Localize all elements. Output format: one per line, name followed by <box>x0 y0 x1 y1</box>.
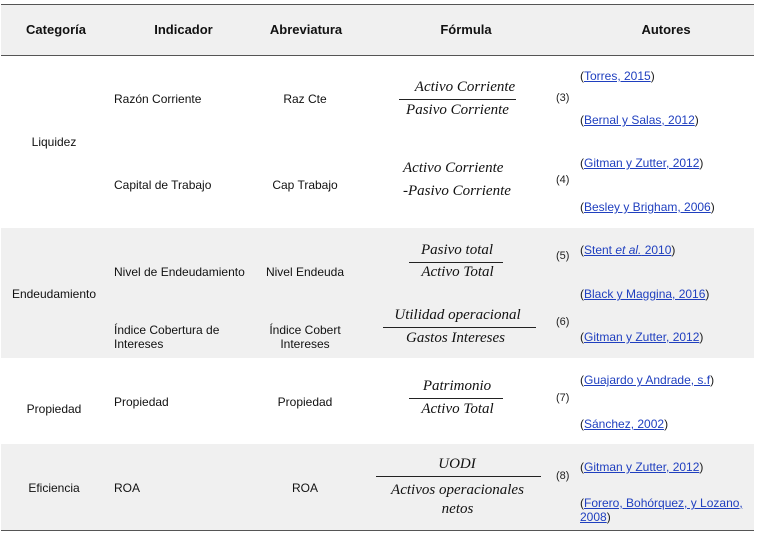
formula-6-denominator: Gastos Intereses <box>405 330 506 346</box>
equation-number-8: (8) <box>556 470 570 482</box>
author-citation: (Bernal y Salas, 2012) <box>580 113 699 127</box>
formula-8-denominator-line2: netos <box>441 501 474 517</box>
abbrev-indice-cobert-line2: Intereses <box>280 337 330 351</box>
author-link-bernal-salas[interactable]: Bernal y Salas, 2012 <box>584 113 695 127</box>
indicator-roa: ROA <box>114 481 141 495</box>
author-link-gitman-zutter[interactable]: Gitman y Zutter, 2012 <box>584 156 700 170</box>
table-header <box>1 4 754 56</box>
table-bottom-rule <box>1 530 754 531</box>
author-link-sanchez[interactable]: Sánchez, 2002 <box>584 417 665 431</box>
equation-number-5: (5) <box>556 250 570 262</box>
formula-8-fraction-bar <box>376 476 541 477</box>
equation-number-3: (3) <box>556 92 570 104</box>
indicator-cobertura-intereses-line1: Índice Cobertura de <box>114 323 220 337</box>
formula-3-numerator: Activo Corriente <box>414 79 516 95</box>
header-indicador: Indicador <box>154 22 213 37</box>
author-link-gitman-zutter[interactable]: Gitman y Zutter, 2012 <box>584 460 700 474</box>
header-categoria: Categoría <box>26 22 86 37</box>
abbrev-cap-trabajo: Cap Trabajo <box>272 178 338 192</box>
author-citation: (Black y Maggina, 2016) <box>580 287 710 301</box>
author-citation: (Gitman y Zutter, 2012) <box>580 156 704 170</box>
author-link-besley-brigham[interactable]: Besley y Brigham, 2006 <box>584 200 711 214</box>
author-citation: (Besley y Brigham, 2006) <box>580 200 715 214</box>
formula-3-fraction-bar <box>399 99 516 100</box>
formula-5-numerator: Pasivo total <box>420 242 494 258</box>
abbrev-raz-cte: Raz Cte <box>283 92 327 106</box>
formula-8-denominator-line1: Activos operacionales <box>391 482 524 498</box>
abbrev-nivel-endeuda: Nivel Endeuda <box>265 265 345 279</box>
formula-7-numerator: Patrimonio <box>422 378 492 394</box>
formula-7-fraction-bar <box>409 398 503 399</box>
author-link-guajardo-andrade[interactable]: Guajardo y Andrade, s.f <box>584 373 711 387</box>
formula-6-numerator: Utilidad operacional <box>394 307 521 323</box>
formula-8-numerator: UODI <box>438 456 476 472</box>
author-link-forero-bohorquez-lozano[interactable]: Forero, Bohórquez, y Lozano, <box>584 496 743 510</box>
indicator-capital-trabajo: Capital de Trabajo <box>114 178 212 192</box>
formula-5-denominator: Activo Total <box>421 264 494 280</box>
category-eficiencia: Eficiencia <box>28 481 80 495</box>
equation-number-6: (6) <box>556 316 570 328</box>
author-link-gitman-zutter[interactable]: Gitman y Zutter, 2012 <box>584 330 700 344</box>
formula-4-line2: -Pasivo Corriente <box>403 183 511 199</box>
author-citation: (Sánchez, 2002) <box>580 417 669 431</box>
formula-6-fraction-bar <box>383 327 536 328</box>
author-link-torres[interactable]: Torres, 2015 <box>584 69 651 83</box>
indicator-nivel-endeudamiento: Nivel de Endeudamiento <box>114 265 245 279</box>
author-citation: (Gitman y Zutter, 2012) <box>580 460 704 474</box>
indicator-razon-corriente: Razón Corriente <box>114 92 202 106</box>
header-autores: Autores <box>641 22 691 37</box>
category-liquidez: Liquidez <box>31 135 77 149</box>
abbrev-indice-cobert-line1: Índice Cobert <box>269 323 341 337</box>
author-link-black-maggina[interactable]: Black y Maggina, 2016 <box>584 287 706 301</box>
header-abreviatura: Abreviatura <box>269 22 343 37</box>
formula-3-denominator: Pasivo Corriente <box>406 102 509 118</box>
category-endeudamiento: Endeudamiento <box>11 287 97 301</box>
abbrev-roa: ROA <box>291 481 318 495</box>
author-link-stent[interactable]: Stent et al. 2010 <box>584 243 672 257</box>
equation-number-4: (4) <box>556 174 570 186</box>
formula-5-fraction-bar <box>409 262 503 263</box>
formula-4-line1: Activo Corriente <box>403 160 504 176</box>
category-propiedad: Propiedad <box>26 402 82 416</box>
author-citation: (Stent et al. 2010) <box>580 243 676 257</box>
author-link-forero-bohorquez-lozano-year[interactable]: 2008 <box>580 510 607 524</box>
abbrev-propiedad: Propiedad <box>277 395 333 409</box>
header-formula: Fórmula <box>440 22 492 37</box>
author-citation: (Forero, Bohórquez, y Lozano, <box>580 496 743 510</box>
formula-7-denominator: Activo Total <box>421 401 494 417</box>
indicator-propiedad: Propiedad <box>114 395 169 409</box>
indicator-cobertura-intereses-line2: Intereses <box>114 337 164 351</box>
author-citation: (Guajardo y Andrade, s.f) <box>580 373 715 387</box>
author-citation: (Gitman y Zutter, 2012) <box>580 330 704 344</box>
author-citation: (Torres, 2015) <box>580 69 655 83</box>
author-citation: 2008) <box>580 510 611 524</box>
equation-number-7: (7) <box>556 392 570 404</box>
